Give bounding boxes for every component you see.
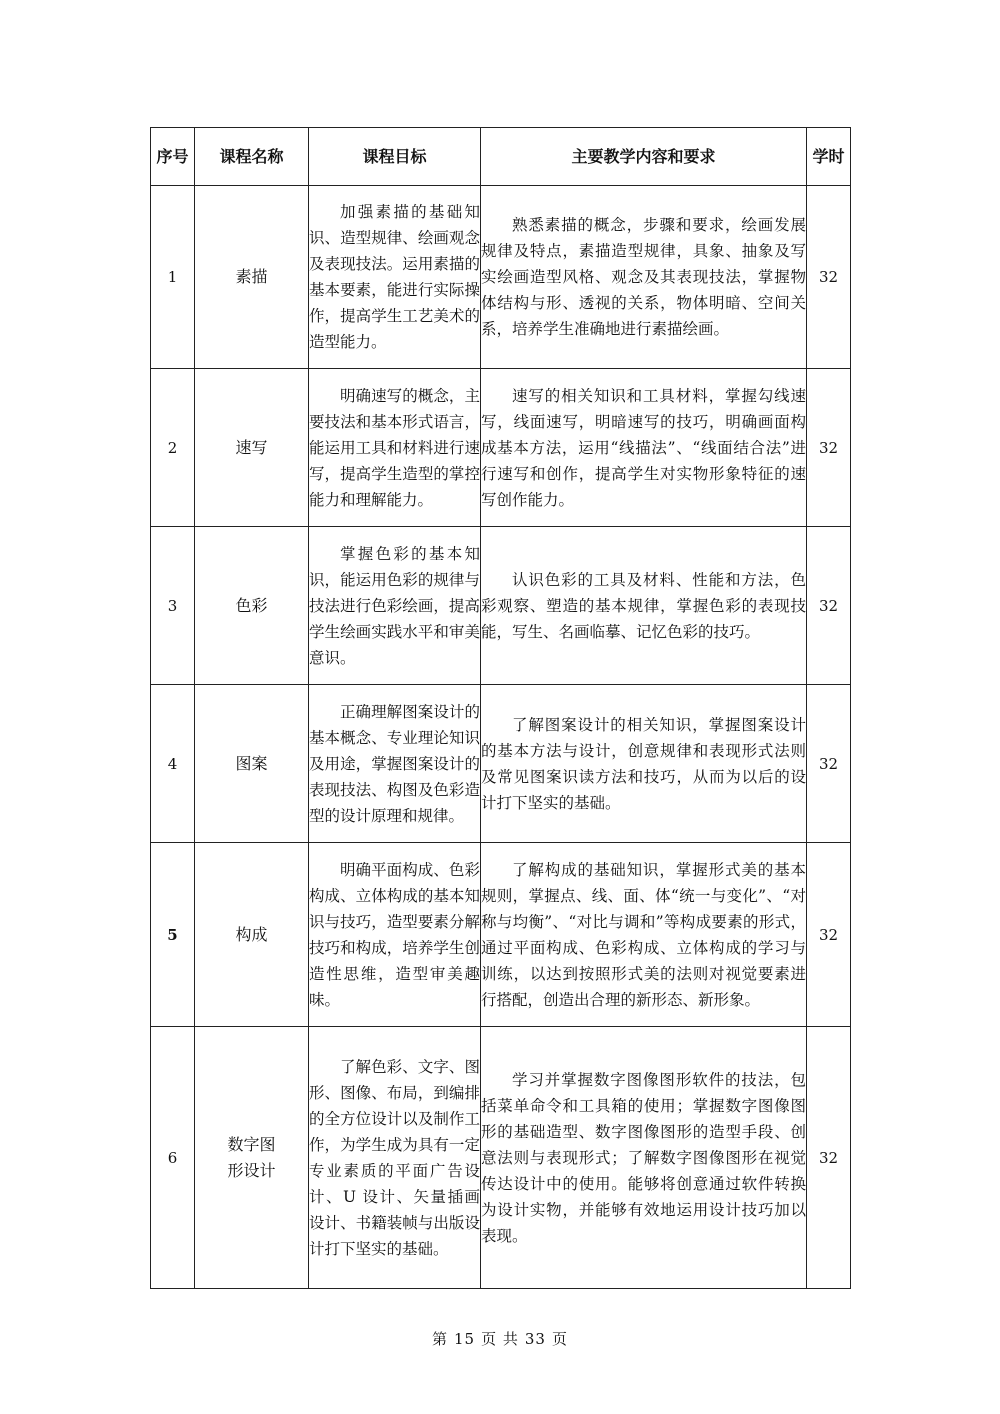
row-course-content: 学习并掌握数字图像图形软件的技法，包括菜单命令和工具箱的使用；掌握数字图像图形的基础造型、数字图像图形的造型手段、创意法则与表现形式；了解数字图像图形在视觉传达设计中的使用。能够将创意通过软件转换为设计实物，并能够有效地运用设计技巧加以表现。 bbox=[481, 1027, 807, 1289]
page-footer-mid: 页 共 bbox=[481, 1330, 519, 1348]
row-num: 1 bbox=[151, 186, 195, 369]
page-number-current: 15 bbox=[454, 1330, 476, 1348]
row-num: 4 bbox=[151, 685, 195, 843]
row-course-content: 了解构成的基础知识，掌握形式美的基本规则，掌握点、线、面、体“统一与变化”、“对称与均衡”、“对比与调和”等构成要素的形式，通过平面构成、色彩构成、立体构成的学习与训练，以达到按照形式美的法则对视觉要素进行搭配，创造出合理的新形态、新形象。 bbox=[481, 843, 807, 1027]
header-hours: 学时 bbox=[807, 128, 851, 186]
row-course-name: 素描 bbox=[195, 186, 309, 369]
row-course-goal: 加强素描的基础知识、造型规律、绘画观念及表现技法。运用素描的基本要素，能进行实际操作，提高学生工艺美术的造型能力。 bbox=[309, 186, 481, 369]
header-name: 课程名称 bbox=[195, 128, 309, 186]
header-num: 序号 bbox=[151, 128, 195, 186]
course-table bbox=[150, 127, 851, 1289]
page-footer-suffix: 页 bbox=[551, 1330, 568, 1348]
row-course-goal: 掌握色彩的基本知识，能运用色彩的规律与技法进行色彩绘画，提高学生绘画实践水平和审美意识。 bbox=[309, 527, 481, 685]
table-row bbox=[151, 685, 851, 843]
row-course-name: 速写 bbox=[195, 369, 309, 527]
row-hours: 32 bbox=[807, 1027, 851, 1289]
row-course-name: 数字图形设计 bbox=[195, 1027, 309, 1289]
row-course-content: 熟悉素描的概念，步骤和要求，绘画发展规律及特点，素描造型规律，具象、抽象及写实绘画造型风格、观念及其表现技法，掌握物体结构与形、透视的关系，物体明暗、空间关系，培养学生准确地进行素描绘画。 bbox=[481, 186, 807, 369]
table-row bbox=[151, 369, 851, 527]
row-hours: 32 bbox=[807, 186, 851, 369]
page-number-total: 33 bbox=[524, 1330, 546, 1348]
row-hours: 32 bbox=[807, 527, 851, 685]
row-num: 5 bbox=[151, 843, 195, 1027]
row-course-content: 认识色彩的工具及材料、性能和方法，色彩观察、塑造的基本规律，掌握色彩的表现技能，写生、名画临摹、记忆色彩的技巧。 bbox=[481, 527, 807, 685]
table-row bbox=[151, 527, 851, 685]
row-course-name: 色彩 bbox=[195, 527, 309, 685]
row-hours: 32 bbox=[807, 685, 851, 843]
row-hours: 32 bbox=[807, 369, 851, 527]
header-row bbox=[151, 128, 851, 186]
header-content: 主要教学内容和要求 bbox=[481, 128, 807, 186]
row-hours: 32 bbox=[807, 843, 851, 1027]
row-course-goal: 明确平面构成、色彩构成、立体构成的基本知识与技巧，造型要素分解技巧和构成，培养学生创造性思维，造型审美趣味。 bbox=[309, 843, 481, 1027]
row-course-goal: 正确理解图案设计的基本概念、专业理论知识及用途，掌握图案设计的表现技法、构图及色彩造型的设计原理和规律。 bbox=[309, 685, 481, 843]
row-course-name: 构成 bbox=[195, 843, 309, 1027]
row-course-content: 了解图案设计的相关知识，掌握图案设计的基本方法与设计，创意规律和表现形式法则及常见图案识读方法和技巧，从而为以后的设计打下坚实的基础。 bbox=[481, 685, 807, 843]
row-course-content: 速写的相关知识和工具材料，掌握勾线速写，线面速写，明暗速写的技巧，明确画面构成基本方法，运用“线描法”、“线面结合法”进行速写和创作，提高学生对实物形象特征的速写创作能力。 bbox=[481, 369, 807, 527]
page-footer-prefix: 第 bbox=[432, 1330, 449, 1348]
row-num: 3 bbox=[151, 527, 195, 685]
row-course-name: 图案 bbox=[195, 685, 309, 843]
table-row bbox=[151, 186, 851, 369]
table-row bbox=[151, 843, 851, 1027]
header-goal: 课程目标 bbox=[309, 128, 481, 186]
row-num: 6 bbox=[151, 1027, 195, 1289]
page-footer bbox=[0, 1328, 1000, 1349]
row-num: 2 bbox=[151, 369, 195, 527]
row-course-goal: 了解色彩、文字、图形、图像、布局，到编排的全方位设计以及制作工作，为学生成为具有一定专业素质的平面广告设计、U 设计、矢量插画设计、书籍装帧与出版设计打下坚实的基础。 bbox=[309, 1027, 481, 1289]
table-row bbox=[151, 1027, 851, 1289]
row-course-goal: 明确速写的概念，主要技法和基本形式语言，能运用工具和材料进行速写，提高学生造型的掌控能力和理解能力。 bbox=[309, 369, 481, 527]
